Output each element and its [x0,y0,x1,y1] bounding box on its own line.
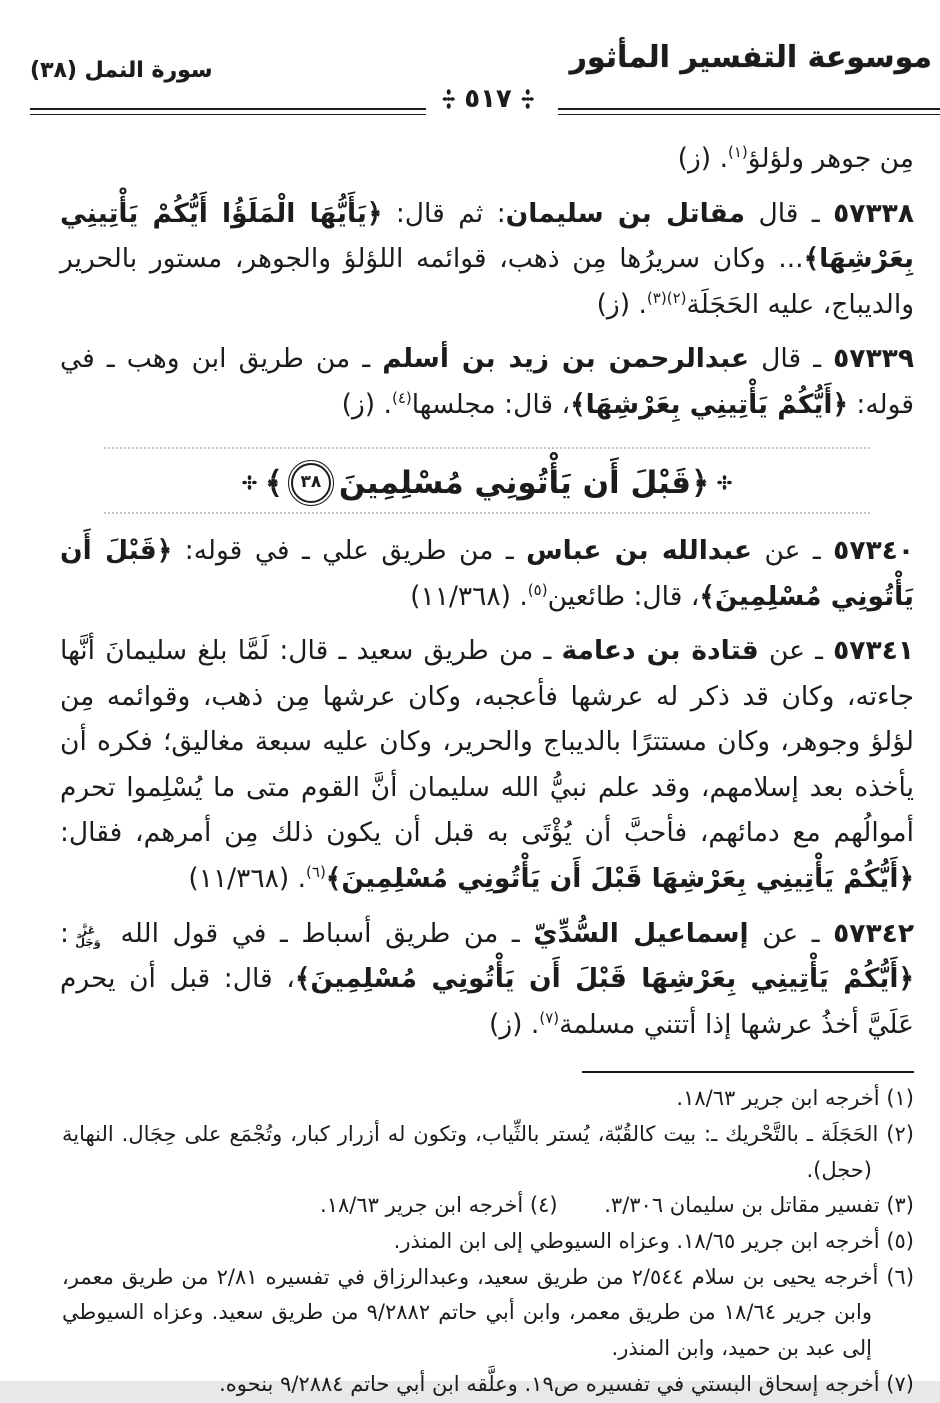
floret-icon [442,89,455,109]
footnote: (٥) أخرجه ابن جرير ١٨/٦٥. وعزاه السيوطي إلى ابن المنذر. [393,1229,914,1254]
narration-text: ـ من طريق ابن وهب ـ في قوله: [60,343,914,420]
header-rule-right [558,108,940,115]
verse-close-bracket: ﴾ [264,464,283,501]
footnote: (١) أخرجه ابن جرير ١٨/٦٣. [676,1086,914,1111]
narration-text: . (ز) [677,143,728,174]
narration-text: ـ من طريق أسباط ـ في قول الله [106,917,534,949]
narration-text: . (ز) [489,1008,540,1040]
page-number-block [442,84,534,114]
narration-text: ـ من طريق سعيد ـ قال: لَمَّا بلغ سليمانَ أنَّها جاءته، وكان قد ذكر له عرشها فأعجبه، وكان عرشها مِن ذهب، وقوائمه مِن لؤلؤ وجوهر، وكان مستترًا بالديباج والحرير، وكان عليه سبعة مغاليق؛ فكره أن يأخذه بعد إسلامهم، وقد علم نبيُّ الله سليمان أنَّ القوم متى ما يُسْلِموا تحرم أموالُهم مع دمائهم، فأحبَّ أن يُؤْتَى به قبل أن يكون ذلك مِن أمرهم، فقال: [60,635,914,849]
surah-title: سورة النمل (٣٨) [30,58,213,83]
hadith-paragraph [60,528,914,619]
quran-quote: ﴿أَيُّكُمْ يَأْتِينِي بِعَرْشِهَا قَبْلَ أَن يَأْتُونِي مُسْلِمِينَ﴾ [325,863,914,895]
narration-text: مِن جوهر ولؤلؤ [747,143,914,174]
footnote-pair-line [62,1188,914,1224]
page-number: ٥١٧ [464,84,512,114]
verse-rosette-icon [242,475,257,490]
narration-text: . (١١/٣٦٨) [410,580,528,612]
footnote-separator [582,1071,914,1073]
footnotes [60,1081,914,1402]
hadith-number-or-narrator: قتادة بن دعامة [561,635,759,667]
footnote-ref: (١) [728,143,748,162]
narration-text: . (ز) [341,388,392,420]
narration-text: ـ عن [748,917,834,949]
footnote: (٧) أخرجه إسحاق البستي في تفسيره ص١٩. وعلَّقه ابن أبي حاتم ٩/٢٨٨٤ بنحوه. [219,1371,914,1396]
narration-text: ـ عن [752,534,834,566]
header-rule-left [30,108,426,115]
paragraphs-before-verse [60,136,914,427]
page-content [0,128,940,1403]
footnote-ref: (٥) [527,580,548,599]
hadith-paragraph [60,628,914,901]
hadith-paragraph [60,911,914,1048]
verse-text: ﴿قَبْلَ أَن يَأْتُونِي مُسْلِمِينَ [338,464,710,501]
hadith-paragraph [60,136,914,182]
verse-rosette-icon [717,475,732,490]
hadith-number-or-narrator: ٥٧٣٤٠ [833,534,915,566]
hadith-number-or-narrator: ٥٧٣٣٩ [833,343,914,375]
narration-text: ، قال: مجلسها [411,388,571,420]
quran-quote: ﴿يَأَيُّهَا الْمَلَؤُا أَيُّكُمْ يَأْتِينِي بِعَرْشِهَا﴾ [60,197,914,275]
paragraphs-after-verse [60,528,914,1047]
narration-text: ـ قال [749,343,834,375]
footnote: (٢) الحَجَلَة ـ بالتَّحْريك ـ: بيت كالقُبّة، يُستر بالثِّياب، وتكون له أزرار كبار، وتُجْمَع على حِجَال. النهاية (حجل). [62,1122,914,1182]
narration-text: : ثم قال: [382,197,506,229]
narration-text: ، قال: قبل أن يحرم عَلَيَّ أخذُ عرشها إذا أتتني مسلمة [60,963,914,1040]
narration-text: ، قال: طائعين [547,580,700,612]
footnote-ref: (٢)(٣) [646,288,687,307]
hadith-number-or-narrator: عبدالله بن عباس [526,534,753,566]
narration-text: ـ قال [745,197,834,229]
narration-text: ـ عن [758,635,834,667]
footnote: (٦) أخرجه يحيى بن سلام ٢/٥٤٤ من طريق سعيد، وعبدالرزاق في تفسيره ٢/٨١ من طريق معمر، وابن جرير ١٨/٦٤ من طريق معمر، وابن أبي حاتم ٩/٢٨٨٢ من طريق سعيد. وعزاه السيوطي إلى عبد بن حميد، وابن المنذر. [62,1264,915,1361]
book-title: موسوعة التفسير المأثور [569,40,932,75]
footnote-ref: (٧) [539,1008,560,1027]
hadith-number-or-narrator: عبدالرحمن بن زيد بن أسلم [382,343,750,375]
footnote-ref: (٦) [306,863,326,882]
narration-text: ـ من طريق علي ـ في قوله: [172,534,527,566]
footnote-ref: (٤) [391,389,412,408]
hadith-number-or-narrator: مقاتل بن سليمان [505,197,746,229]
quran-quote: ﴿قَبْلَ أَن يَأْتُونِي مُسْلِمِينَ﴾ [60,534,914,612]
ayah-number-circle: ٣٨ [291,463,331,503]
narration-text: . (١١/٣٦٨) [188,863,307,895]
hadith-number-or-narrator: ٥٧٣٤٢ [833,917,914,949]
footnote: (٣) تفسير مقاتل بن سليمان ٣/٣٠٦. [604,1193,914,1218]
hadith-number-or-narrator: ٥٧٣٤١ [833,635,914,667]
floret-icon [521,89,534,109]
hadith-paragraph [60,191,914,328]
footnote: (٤) أخرجه ابن جرير ١٨/٦٣. [320,1193,558,1218]
page-header [0,0,940,128]
hadith-number-or-narrator: ٥٧٣٣٨ [833,197,914,229]
hadith-number-or-narrator: إسماعيل السُّدِّيّ [533,917,749,949]
verse-banner [104,447,870,514]
narration-text: : [60,917,69,949]
quran-quote: ﴿أَيُّكُمْ يَأْتِينِي بِعَرْشِهَا قَبْلَ أَن يَأْتُونِي مُسْلِمِينَ﴾ [294,963,914,995]
hadith-paragraph [60,336,914,427]
narration-text: . (ز) [596,288,647,320]
narration-text: ... وكان سريرُها مِن ذهب، قوائمه اللؤلؤ والجوهر، مستور بالحرير والديباج، عليه الحَجَلَة [60,243,914,320]
honorific-azza-wa-jall: عَزَّ وَجَلَّ [75,922,101,949]
quran-quote: ﴿أَيُّكُمْ يَأْتِينِي بِعَرْشِهَا﴾ [570,388,848,420]
